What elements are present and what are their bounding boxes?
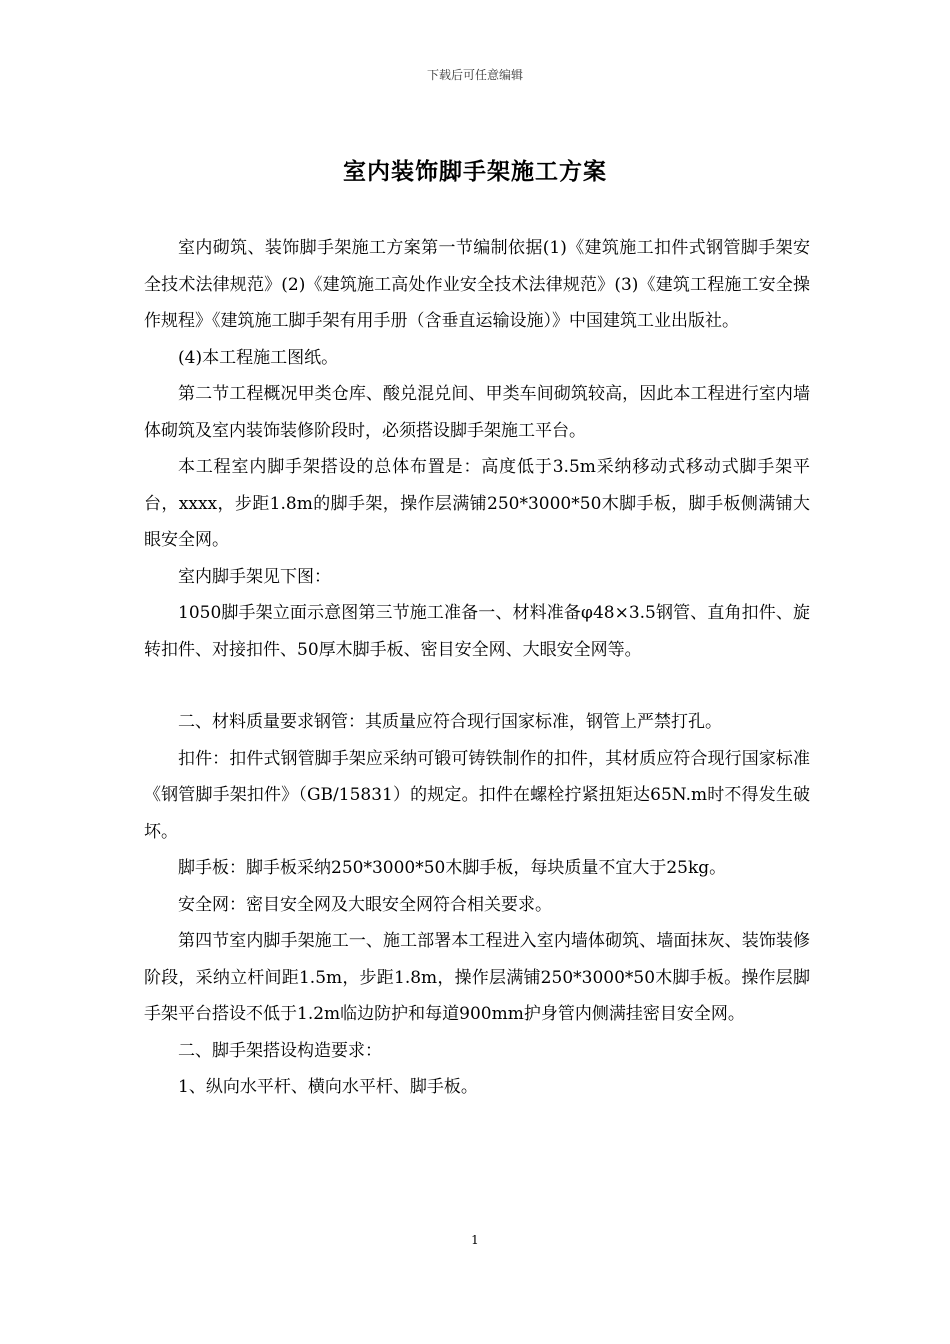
paragraph-safety-net: 安全网：密目安全网及大眼安全网符合相关要求。 xyxy=(178,894,552,915)
paragraph-see-figure: 室内脚手架见下图： xyxy=(178,566,331,587)
paragraph-drawings: (4)本工程施工图纸。 xyxy=(178,347,339,368)
paragraph-compilation-basis: 室内砌筑、装饰脚手架施工方案第一节编制依据(1)《建筑施工扣件式钢管脚手架安全技术法律规范》(2)《建筑施工高处作业安全技术法律规范》(3)《建筑工程施工安全操作规程》《建筑施工脚手架有用手册（含垂直运输设施）》中国建筑工业出版社。 xyxy=(144,238,810,331)
paragraph-project-overview: 第二节工程概况甲类仓库、酸兑混兑间、甲类车间砌筑较高，因此本工程进行室内墙体砌筑及室内装饰装修阶段时，必须搭设脚手架施工平台。 xyxy=(144,384,810,441)
page-number: 1 xyxy=(471,1233,479,1247)
paragraph-horizontal-bars: 1、纵向水平杆、横向水平杆、脚手板。 xyxy=(178,1077,478,1097)
paragraph-fasteners: 扣件：扣件式钢管脚手架应采纳可锻可铸铁制作的扣件，其材质应符合现行国家标准《钢管脚手架扣件》（GB/15831）的规定。扣件在螺栓拧紧扭矩达65N.m时不得发生破坏。 xyxy=(144,748,810,842)
paragraph-materials-prep: 1050脚手架立面示意图第三节施工准备一、材料准备φ48×3.5钢管、直角扣件、旋转扣件、对接扣件、50厚木脚手板、密目安全网、大眼安全网等。 xyxy=(144,603,810,660)
paragraph-structure-requirements: 二、脚手架搭设构造要求： xyxy=(178,1040,382,1061)
paragraph-material-quality: 二、材料质量要求钢管：其质量应符合现行国家标准，钢管上严禁打孔。 xyxy=(178,712,722,732)
page-header: 下载后可任意编辑 xyxy=(426,68,523,82)
paragraph-construction-deployment: 第四节室内脚手架施工一、施工部署本工程进入室内墙体砌筑、墙面抹灰、装饰装修阶段，采纳立杆间距1.5m，步距1.8m，操作层满铺250*3000*50木脚手板。操作层脚手架平台搭设不低于1.2m临边防护和每道900mm护身管内侧满挂密目安全网。 xyxy=(144,931,810,1024)
paragraph-scaffold-boards: 脚手板：脚手板采纳250*3000*50木脚手板，每块质量不宜大于25kg。 xyxy=(178,858,727,878)
paragraph-layout: 本工程室内脚手架搭设的总体布置是：高度低于3.5m采纳移动式移动式脚手架平台，xxxx，步距1.8m的脚手架，操作层满铺250*3000*50木脚手板，脚手板侧满铺大眼安全网。 xyxy=(144,457,810,550)
document-title: 室内装饰脚手架施工方案 xyxy=(343,158,607,185)
document-body xyxy=(144,230,810,1106)
